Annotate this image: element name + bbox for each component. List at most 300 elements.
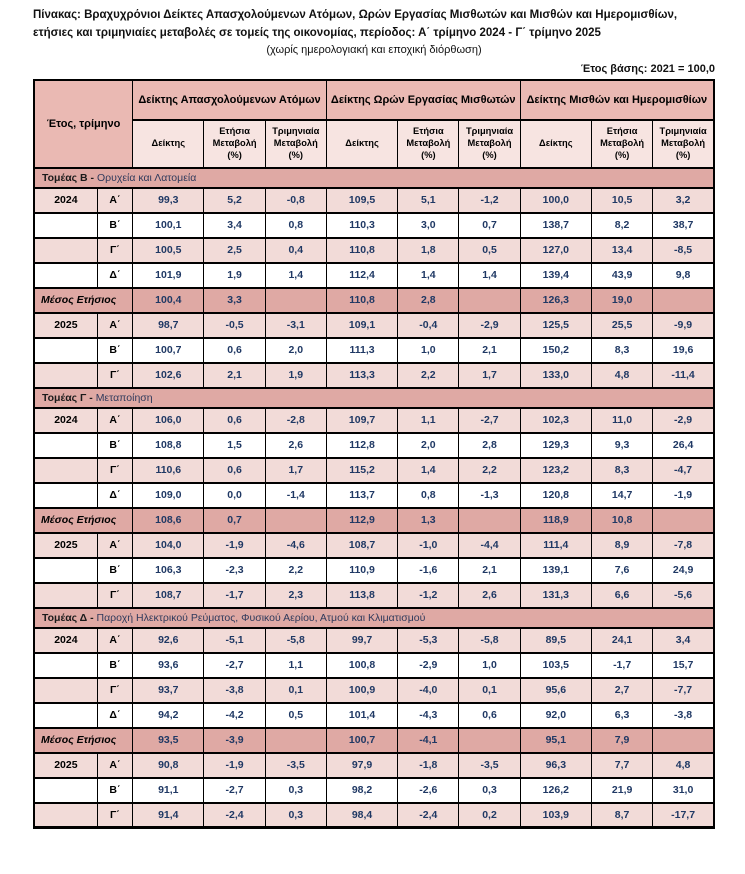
- value-cell: 138,7: [520, 213, 591, 238]
- value-cell: 25,5: [592, 313, 653, 338]
- year-cell: 2024: [34, 188, 97, 213]
- value-cell: 118,9: [520, 508, 591, 533]
- value-cell: -4,0: [398, 678, 459, 703]
- value-cell: 13,4: [592, 238, 653, 263]
- value-cell: 2,8: [459, 433, 520, 458]
- year-cell: 2024: [34, 628, 97, 653]
- year-cell: [34, 558, 97, 583]
- table-title: [33, 6, 715, 59]
- value-cell: 97,9: [326, 753, 397, 778]
- value-cell: 2,1: [204, 363, 265, 388]
- year-cell: [34, 213, 97, 238]
- value-cell: [265, 288, 326, 313]
- quarter-cell: Α΄: [97, 753, 132, 778]
- table-row: [34, 238, 714, 263]
- value-cell: -1,9: [204, 533, 265, 558]
- value-cell: 100,5: [133, 238, 204, 263]
- value-cell: 109,0: [133, 483, 204, 508]
- value-cell: 0,8: [265, 213, 326, 238]
- value-cell: 100,9: [326, 678, 397, 703]
- value-cell: 126,2: [520, 778, 591, 803]
- table-row: [34, 433, 714, 458]
- value-cell: 111,3: [326, 338, 397, 363]
- table-row: [34, 703, 714, 728]
- value-cell: -4,6: [265, 533, 326, 558]
- value-cell: -1,3: [459, 483, 520, 508]
- value-cell: -5,8: [459, 628, 520, 653]
- value-cell: 1,4: [265, 263, 326, 288]
- section-header-row: [34, 608, 714, 628]
- value-cell: 0,8: [398, 483, 459, 508]
- value-cell: 1,9: [265, 363, 326, 388]
- value-cell: -1,0: [398, 533, 459, 558]
- section-header: Τομέας Δ - Παροχή Ηλεκτρικού Ρεύματος, Φυσικού Αερίου, Ατμού και Κλιματισμού: [34, 608, 714, 628]
- value-cell: -5,3: [398, 628, 459, 653]
- value-cell: 2,5: [204, 238, 265, 263]
- value-cell: 0,6: [204, 338, 265, 363]
- value-cell: -2,4: [398, 803, 459, 828]
- value-cell: [265, 508, 326, 533]
- value-cell: 0,3: [265, 803, 326, 828]
- value-cell: 3,2: [653, 188, 714, 213]
- value-cell: -4,3: [398, 703, 459, 728]
- table-row: [34, 583, 714, 608]
- value-cell: -2,4: [204, 803, 265, 828]
- value-cell: 0,1: [459, 678, 520, 703]
- value-cell: -1,9: [204, 753, 265, 778]
- value-cell: 106,0: [133, 408, 204, 433]
- value-cell: 0,2: [459, 803, 520, 828]
- value-cell: -3,5: [459, 753, 520, 778]
- value-cell: -2,7: [459, 408, 520, 433]
- year-cell: [34, 433, 97, 458]
- subheader-index: Δείκτης: [326, 120, 397, 168]
- value-cell: -17,7: [653, 803, 714, 828]
- value-cell: -2,7: [204, 653, 265, 678]
- value-cell: -4,7: [653, 458, 714, 483]
- year-cell: [34, 238, 97, 263]
- value-cell: -5,8: [265, 628, 326, 653]
- value-cell: -4,2: [204, 703, 265, 728]
- quarter-cell: Γ΄: [97, 238, 132, 263]
- value-cell: 110,8: [326, 238, 397, 263]
- value-cell: [459, 728, 520, 753]
- value-cell: -11,4: [653, 363, 714, 388]
- value-cell: 0,3: [459, 778, 520, 803]
- value-cell: 0,6: [204, 408, 265, 433]
- quarter-cell: Α΄: [97, 628, 132, 653]
- group-header-row: [34, 80, 714, 120]
- value-cell: 26,4: [653, 433, 714, 458]
- subheader-quarterly-change: Τριμηνιαία Μεταβολή (%): [265, 120, 326, 168]
- value-cell: -8,5: [653, 238, 714, 263]
- value-cell: 89,5: [520, 628, 591, 653]
- value-cell: 19,0: [592, 288, 653, 313]
- value-cell: 2,0: [398, 433, 459, 458]
- table-row: [34, 778, 714, 803]
- value-cell: 110,9: [326, 558, 397, 583]
- value-cell: -0,4: [398, 313, 459, 338]
- value-cell: 109,5: [326, 188, 397, 213]
- table-row: [34, 363, 714, 388]
- value-cell: 38,7: [653, 213, 714, 238]
- quarter-cell: Β΄: [97, 778, 132, 803]
- value-cell: 2,0: [265, 338, 326, 363]
- value-cell: 1,1: [398, 408, 459, 433]
- quarter-cell: Α΄: [97, 313, 132, 338]
- value-cell: 98,2: [326, 778, 397, 803]
- table-row: [34, 213, 714, 238]
- value-cell: 115,2: [326, 458, 397, 483]
- quarter-cell: Δ΄: [97, 263, 132, 288]
- value-cell: 24,1: [592, 628, 653, 653]
- value-cell: 21,9: [592, 778, 653, 803]
- value-cell: [653, 288, 714, 313]
- value-cell: 91,4: [133, 803, 204, 828]
- value-cell: 112,8: [326, 433, 397, 458]
- table-row: [34, 628, 714, 653]
- value-cell: 113,8: [326, 583, 397, 608]
- value-cell: 120,8: [520, 483, 591, 508]
- value-cell: 102,3: [520, 408, 591, 433]
- table-title-line2: ετήσιες και τριμηνιαίες μεταβολές σε τομείς της οικονομίας, περίοδος: Α΄ τρίμηνο 2024 - Γ΄ τρίμηνο 2025: [33, 27, 601, 40]
- value-cell: -1,9: [653, 483, 714, 508]
- table-row: [34, 803, 714, 828]
- value-cell: -7,7: [653, 678, 714, 703]
- value-cell: 108,7: [133, 583, 204, 608]
- value-cell: 96,3: [520, 753, 591, 778]
- value-cell: 100,8: [326, 653, 397, 678]
- group-header-hours: Δείκτης Ωρών Εργασίας Μισθωτών: [326, 80, 520, 120]
- value-cell: 95,6: [520, 678, 591, 703]
- value-cell: [459, 508, 520, 533]
- value-cell: 3,0: [398, 213, 459, 238]
- value-cell: 100,4: [133, 288, 204, 313]
- value-cell: [653, 508, 714, 533]
- value-cell: 1,4: [459, 263, 520, 288]
- base-year-note: Έτος βάσης: 2021 = 100,0: [580, 62, 715, 75]
- value-cell: 93,7: [133, 678, 204, 703]
- value-cell: -4,4: [459, 533, 520, 558]
- value-cell: 0,7: [204, 508, 265, 533]
- sub-header-row: [34, 120, 714, 168]
- value-cell: 2,2: [459, 458, 520, 483]
- value-cell: 9,8: [653, 263, 714, 288]
- value-cell: -1,7: [592, 653, 653, 678]
- value-cell: -0,5: [204, 313, 265, 338]
- year-quarter-header: Έτος, τρίμηνο: [34, 80, 133, 168]
- value-cell: 6,6: [592, 583, 653, 608]
- value-cell: -3,9: [204, 728, 265, 753]
- value-cell: 8,3: [592, 458, 653, 483]
- value-cell: 1,4: [398, 263, 459, 288]
- value-cell: 150,2: [520, 338, 591, 363]
- value-cell: 106,3: [133, 558, 204, 583]
- table-row: [34, 753, 714, 778]
- value-cell: 94,2: [133, 703, 204, 728]
- year-cell: [34, 803, 97, 828]
- value-cell: 129,3: [520, 433, 591, 458]
- value-cell: 98,4: [326, 803, 397, 828]
- quarter-cell: Β΄: [97, 338, 132, 363]
- value-cell: -5,6: [653, 583, 714, 608]
- year-cell: [34, 678, 97, 703]
- group-header-employment: Δείκτης Απασχολούμενων Ατόμων: [133, 80, 327, 120]
- section-header-row: [34, 168, 714, 188]
- value-cell: 110,8: [326, 288, 397, 313]
- subheader-annual-change: Ετήσια Μεταβολή (%): [398, 120, 459, 168]
- value-cell: 93,5: [133, 728, 204, 753]
- subheader-index: Δείκτης: [133, 120, 204, 168]
- value-cell: 139,4: [520, 263, 591, 288]
- table-row: [34, 653, 714, 678]
- value-cell: 108,8: [133, 433, 204, 458]
- value-cell: 0,5: [459, 238, 520, 263]
- year-cell: [34, 458, 97, 483]
- value-cell: 1,0: [459, 653, 520, 678]
- value-cell: 100,7: [133, 338, 204, 363]
- table-row: [34, 558, 714, 583]
- value-cell: -4,1: [398, 728, 459, 753]
- quarter-cell: Γ΄: [97, 678, 132, 703]
- value-cell: [265, 728, 326, 753]
- year-cell: [34, 263, 97, 288]
- value-cell: 113,7: [326, 483, 397, 508]
- value-cell: -1,4: [265, 483, 326, 508]
- value-cell: 1,4: [398, 458, 459, 483]
- value-cell: -2,9: [398, 653, 459, 678]
- value-cell: -2,6: [398, 778, 459, 803]
- average-annual-row: [34, 728, 714, 753]
- value-cell: 0,6: [459, 703, 520, 728]
- table-row: [34, 263, 714, 288]
- year-cell: [34, 338, 97, 363]
- value-cell: 5,1: [398, 188, 459, 213]
- table-row: [34, 483, 714, 508]
- value-cell: -9,9: [653, 313, 714, 338]
- year-cell: 2025: [34, 533, 97, 558]
- table-row: [34, 533, 714, 558]
- value-cell: 11,0: [592, 408, 653, 433]
- value-cell: 133,0: [520, 363, 591, 388]
- value-cell: 15,7: [653, 653, 714, 678]
- subheader-annual-change: Ετήσια Μεταβολή (%): [592, 120, 653, 168]
- value-cell: 1,5: [204, 433, 265, 458]
- year-cell: 2024: [34, 408, 97, 433]
- value-cell: 123,2: [520, 458, 591, 483]
- value-cell: 127,0: [520, 238, 591, 263]
- value-cell: -3,5: [265, 753, 326, 778]
- value-cell: 2,8: [398, 288, 459, 313]
- table-row: [34, 338, 714, 363]
- quarter-cell: Α΄: [97, 188, 132, 213]
- value-cell: 0,7: [459, 213, 520, 238]
- value-cell: 14,7: [592, 483, 653, 508]
- year-cell: [34, 583, 97, 608]
- value-cell: -0,8: [265, 188, 326, 213]
- value-cell: 91,1: [133, 778, 204, 803]
- value-cell: 99,3: [133, 188, 204, 213]
- year-cell: 2025: [34, 313, 97, 338]
- value-cell: 2,6: [265, 433, 326, 458]
- value-cell: 1,7: [459, 363, 520, 388]
- value-cell: 1,9: [204, 263, 265, 288]
- value-cell: 0,1: [265, 678, 326, 703]
- avg-row-label: Μέσος Ετήσιος: [34, 728, 133, 753]
- value-cell: 110,3: [326, 213, 397, 238]
- section-header-row: [34, 388, 714, 408]
- value-cell: -3,8: [204, 678, 265, 703]
- value-cell: 1,0: [398, 338, 459, 363]
- year-cell: [34, 483, 97, 508]
- value-cell: 2,6: [459, 583, 520, 608]
- quarter-cell: Β΄: [97, 558, 132, 583]
- value-cell: 3,4: [204, 213, 265, 238]
- value-cell: 139,1: [520, 558, 591, 583]
- value-cell: 100,7: [326, 728, 397, 753]
- value-cell: 1,1: [265, 653, 326, 678]
- value-cell: 9,3: [592, 433, 653, 458]
- value-cell: 2,3: [265, 583, 326, 608]
- value-cell: 19,6: [653, 338, 714, 363]
- value-cell: 10,5: [592, 188, 653, 213]
- value-cell: 90,8: [133, 753, 204, 778]
- year-cell: [34, 778, 97, 803]
- value-cell: 1,3: [398, 508, 459, 533]
- quarter-cell: Γ΄: [97, 458, 132, 483]
- value-cell: 108,6: [133, 508, 204, 533]
- table-row: [34, 458, 714, 483]
- value-cell: 93,6: [133, 653, 204, 678]
- value-cell: 4,8: [592, 363, 653, 388]
- quarter-cell: Α΄: [97, 533, 132, 558]
- avg-row-label: Μέσος Ετήσιος: [34, 508, 133, 533]
- value-cell: -7,8: [653, 533, 714, 558]
- section-header: Τομέας Γ - Μεταποίηση: [34, 388, 714, 408]
- value-cell: 102,6: [133, 363, 204, 388]
- value-cell: 2,1: [459, 558, 520, 583]
- year-cell: 2025: [34, 753, 97, 778]
- value-cell: 4,8: [653, 753, 714, 778]
- value-cell: -2,8: [265, 408, 326, 433]
- value-cell: -1,7: [204, 583, 265, 608]
- value-cell: 100,0: [520, 188, 591, 213]
- value-cell: 43,9: [592, 263, 653, 288]
- value-cell: [459, 288, 520, 313]
- year-cell: [34, 653, 97, 678]
- value-cell: 126,3: [520, 288, 591, 313]
- subheader-index: Δείκτης: [520, 120, 591, 168]
- value-cell: -1,2: [398, 583, 459, 608]
- table-row: [34, 678, 714, 703]
- value-cell: [653, 728, 714, 753]
- value-cell: 1,8: [398, 238, 459, 263]
- value-cell: 5,2: [204, 188, 265, 213]
- table-title-line1: Πίνακας: Βραχυχρόνιοι Δείκτες Απασχολούμενων Ατόμων, Ωρών Εργασίας Μισθωτών και Μισθών και Ημερομισθίων,: [33, 9, 678, 21]
- value-cell: 2,7: [592, 678, 653, 703]
- value-cell: 110,6: [133, 458, 204, 483]
- value-cell: 111,4: [520, 533, 591, 558]
- quarter-cell: Γ΄: [97, 803, 132, 828]
- value-cell: 101,4: [326, 703, 397, 728]
- value-cell: 0,4: [265, 238, 326, 263]
- value-cell: 2,2: [265, 558, 326, 583]
- value-cell: 112,4: [326, 263, 397, 288]
- value-cell: 109,1: [326, 313, 397, 338]
- section-header: Τομέας Β - Ορυχεία και Λατομεία: [34, 168, 714, 188]
- value-cell: 92,0: [520, 703, 591, 728]
- value-cell: 8,9: [592, 533, 653, 558]
- value-cell: -1,6: [398, 558, 459, 583]
- subheader-annual-change: Ετήσια Μεταβολή (%): [204, 120, 265, 168]
- value-cell: 7,7: [592, 753, 653, 778]
- value-cell: 8,2: [592, 213, 653, 238]
- quarter-cell: Α΄: [97, 408, 132, 433]
- value-cell: 131,3: [520, 583, 591, 608]
- value-cell: 3,4: [653, 628, 714, 653]
- value-cell: 95,1: [520, 728, 591, 753]
- group-header-wages: Δείκτης Μισθών και Ημερομισθίων: [520, 80, 714, 120]
- value-cell: 112,9: [326, 508, 397, 533]
- value-cell: -5,1: [204, 628, 265, 653]
- subheader-quarterly-change: Τριμηνιαία Μεταβολή (%): [459, 120, 520, 168]
- quarter-cell: Β΄: [97, 433, 132, 458]
- average-annual-row: [34, 288, 714, 313]
- value-cell: 113,3: [326, 363, 397, 388]
- value-cell: 24,9: [653, 558, 714, 583]
- value-cell: 6,3: [592, 703, 653, 728]
- avg-row-label: Μέσος Ετήσιος: [34, 288, 133, 313]
- quarter-cell: Δ΄: [97, 483, 132, 508]
- value-cell: 8,3: [592, 338, 653, 363]
- value-cell: 92,6: [133, 628, 204, 653]
- subheader-quarterly-change: Τριμηνιαία Μεταβολή (%): [653, 120, 714, 168]
- table-row: [34, 188, 714, 213]
- indices-table: [33, 79, 715, 830]
- table-row: [34, 313, 714, 338]
- quarter-cell: Γ΄: [97, 363, 132, 388]
- value-cell: 8,7: [592, 803, 653, 828]
- value-cell: 2,1: [459, 338, 520, 363]
- quarter-cell: Γ΄: [97, 583, 132, 608]
- quarter-cell: Β΄: [97, 213, 132, 238]
- year-cell: [34, 363, 97, 388]
- value-cell: -1,2: [459, 188, 520, 213]
- value-cell: 108,7: [326, 533, 397, 558]
- table-subtitle: (χωρίς ημερολογιακή και εποχική διόρθωση): [266, 43, 482, 56]
- value-cell: 7,6: [592, 558, 653, 583]
- value-cell: 31,0: [653, 778, 714, 803]
- year-cell: [34, 703, 97, 728]
- value-cell: -3,8: [653, 703, 714, 728]
- value-cell: 0,6: [204, 458, 265, 483]
- quarter-cell: Β΄: [97, 653, 132, 678]
- value-cell: -3,1: [265, 313, 326, 338]
- value-cell: 103,9: [520, 803, 591, 828]
- value-cell: -2,3: [204, 558, 265, 583]
- value-cell: 103,5: [520, 653, 591, 678]
- value-cell: -2,7: [204, 778, 265, 803]
- value-cell: -2,9: [653, 408, 714, 433]
- table-row: [34, 408, 714, 433]
- value-cell: 125,5: [520, 313, 591, 338]
- value-cell: 0,3: [265, 778, 326, 803]
- value-cell: 0,0: [204, 483, 265, 508]
- value-cell: 104,0: [133, 533, 204, 558]
- value-cell: 100,1: [133, 213, 204, 238]
- value-cell: 99,7: [326, 628, 397, 653]
- average-annual-row: [34, 508, 714, 533]
